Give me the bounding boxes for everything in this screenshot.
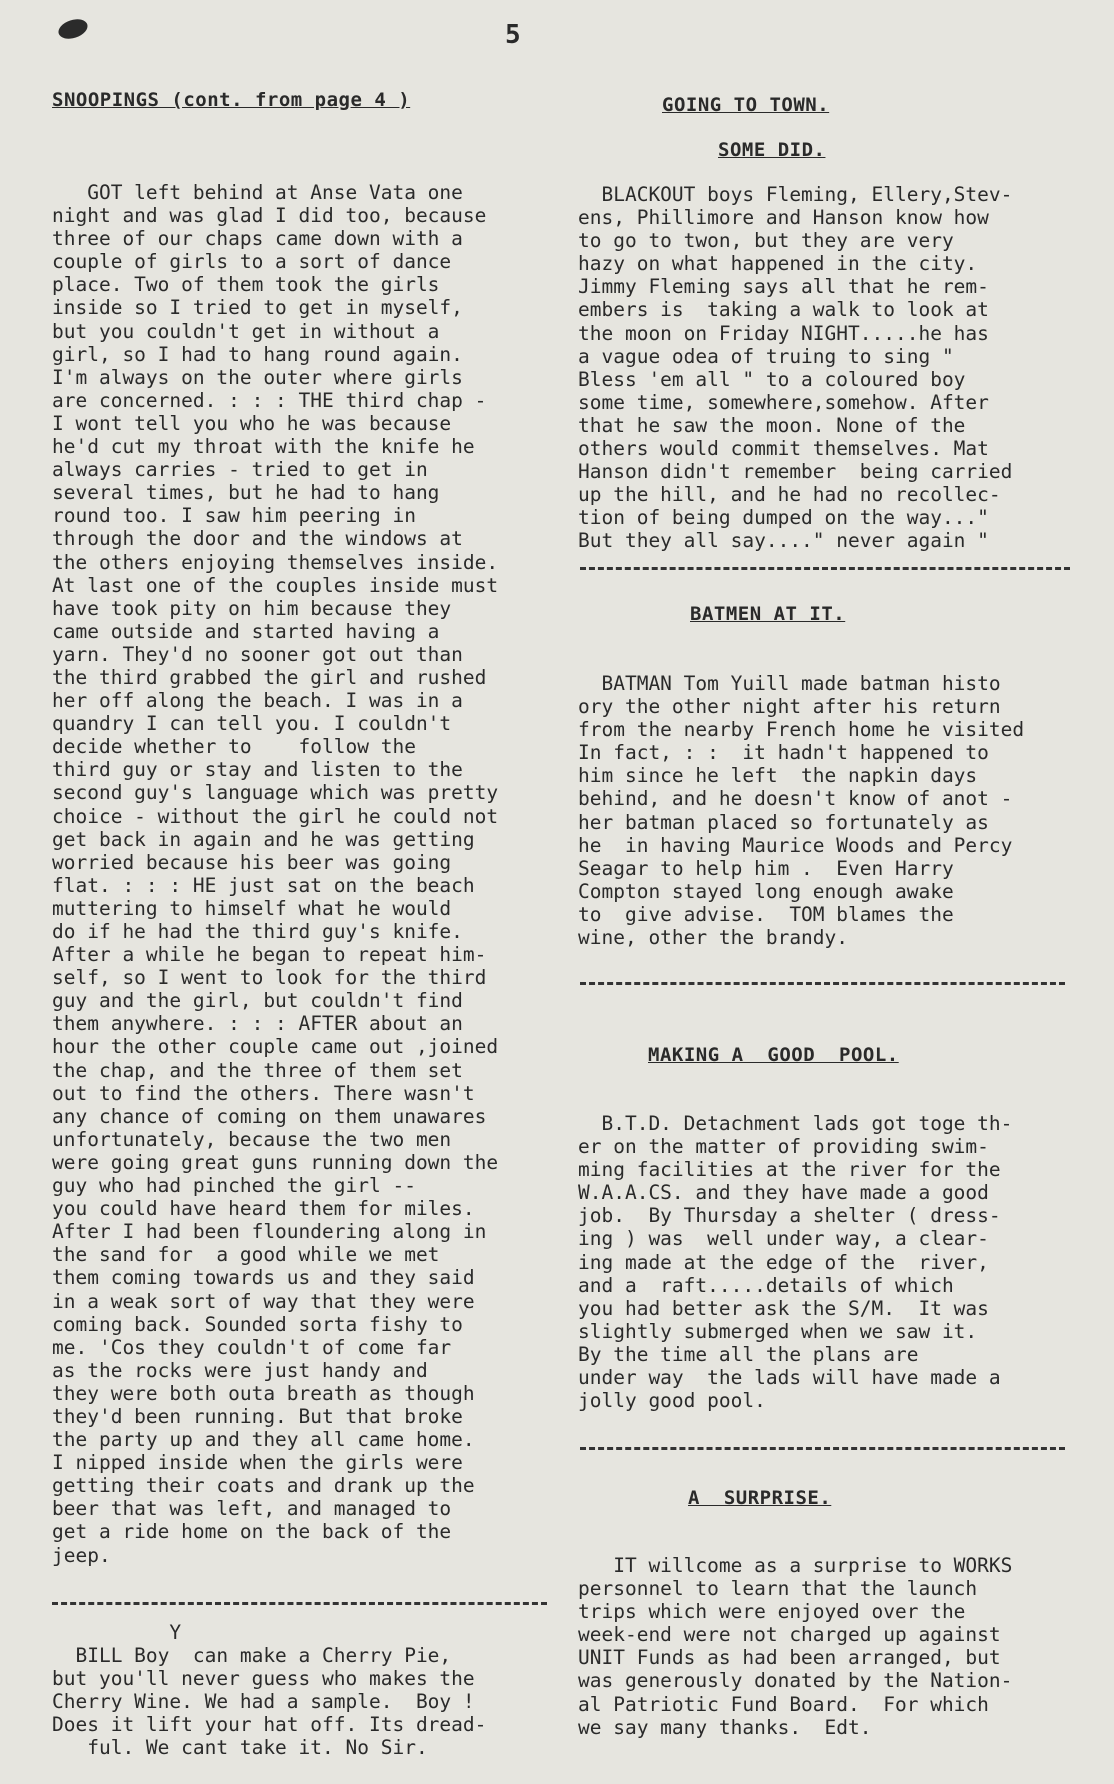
going-to-town-heading: GOING TO TOWN. (662, 94, 830, 116)
text-line: have took pity on him because they (52, 596, 452, 620)
text-line: tion of being dumped on the way..." (578, 506, 989, 530)
text-line: second guy's language which was pretty (52, 781, 499, 805)
batmen-heading: BATMEN AT IT. (690, 603, 846, 625)
text-line: get a ride home on the back of the (52, 1520, 452, 1544)
text-line: a vague odea of truing to sing " (578, 344, 954, 368)
text-line: Jimmy Fleming says all that he rem- (578, 275, 989, 299)
snoopings-story (52, 181, 572, 1567)
text-line: were going great guns running down the (52, 1150, 499, 1174)
text-line: he in having Maurice Woods and Percy (578, 833, 1013, 857)
text-line: but you couldn't get in without a (52, 319, 440, 343)
text-line: ory the other night after his return (578, 695, 1001, 719)
snoopings-heading: SNOOPINGS (cont. from page 4 ) (52, 89, 411, 111)
text-line: er on the matter of providing swim- (578, 1135, 989, 1159)
text-line: ming facilities at the river for the (578, 1158, 1001, 1182)
text-line: Compton stayed long enough awake (578, 879, 954, 903)
text-line: the others enjoying themselves inside. (52, 550, 499, 574)
text-line: BATMAN Tom Yuill made batman histo (578, 672, 1001, 695)
text-line: him since he left the napkin days (578, 764, 978, 788)
pool-lines (578, 1112, 1098, 1412)
text-line: job. By Thursday a shelter ( dress- (578, 1204, 1001, 1228)
text-line: After I had been floundering along in (52, 1220, 487, 1244)
text-line: coming back. Sounded sorta fishy to (52, 1312, 463, 1336)
text-line: worried because his beer was going (52, 850, 452, 874)
text-line: W.A.A.CS. and they have made a good (578, 1181, 989, 1205)
text-line: always carries - tried to get in (52, 458, 428, 482)
pool-separator (580, 1447, 1065, 1450)
text-line: under way the lads will have made a (578, 1366, 1001, 1390)
text-line: several times, but he had to hang (52, 481, 440, 505)
text-line: they were both outa breath as though (52, 1381, 475, 1405)
some-did-subheading: SOME DID. (718, 139, 826, 161)
text-line: GOT left behind at Anse Vata one (52, 181, 463, 204)
text-line: through the door and the windows at (52, 527, 463, 551)
text-line: al Patriotic Fund Board. For which (578, 1692, 989, 1716)
text-line: flat. : : : HE just sat on the beach (52, 873, 475, 897)
ink-blot-mark (56, 16, 90, 42)
text-line: them coming towards us and they said (52, 1266, 475, 1290)
text-line: you had better ask the S/M. It was (578, 1296, 989, 1320)
text-line: trips which were enjoyed over the (578, 1600, 966, 1624)
text-line: I wont tell you who he was because (52, 411, 452, 435)
left-separator (52, 1602, 547, 1605)
text-line: couple of girls to a sort of dance (52, 250, 452, 274)
text-line: the chap, and the three of them set (52, 1058, 463, 1082)
text-line: B.T.D. Detachment lads got toge th- (578, 1112, 1013, 1135)
text-line: three of our chaps came down with a (52, 227, 463, 251)
text-line: are concerned. : : : THE third chap - (52, 388, 487, 412)
text-line: jolly good pool. (578, 1389, 766, 1413)
text-line: guy who had pinched the girl -- (52, 1174, 416, 1198)
text-line: the sand for a good while we met (52, 1243, 440, 1267)
text-line: choice - without the girl he could not (52, 804, 499, 828)
text-line: some time, somewhere,somehow. After (578, 390, 989, 414)
text-line: At last one of the couples inside must (52, 573, 499, 597)
text-line: in a weak sort of way that they were (52, 1289, 475, 1313)
text-line: UNIT Funds as had been arranged, but (578, 1646, 1001, 1670)
text-line: others would commit themselves. Mat (578, 437, 989, 461)
surprise-lines (578, 1554, 1098, 1739)
text-line: girl, so I had to hang round again. (52, 342, 463, 366)
text-line: personnel to learn that the launch (578, 1577, 978, 1601)
text-line: I nipped inside when the girls were (52, 1451, 463, 1475)
town-lines (578, 183, 1098, 553)
text-line: but you'll never guess who makes the (52, 1667, 475, 1691)
text-line: ing made at the edge of the river, (578, 1250, 989, 1274)
text-line: wine, other the brandy. (578, 926, 849, 950)
text-line: her batman placed so fortunately as (578, 810, 989, 834)
surprise-heading: A SURPRISE. (688, 1487, 832, 1509)
text-line: ful. We cant take it. No Sir. (52, 1736, 428, 1760)
text-line: came outside and started having a (52, 619, 440, 643)
pool-heading: MAKING A GOOD POOL. (648, 1044, 899, 1066)
text-line: to give advise. TOM blames the (578, 902, 954, 926)
batmen-story (578, 672, 1098, 949)
text-line: But they all say...." never again " (578, 529, 989, 553)
text-line: you could have heard them for miles. (52, 1197, 475, 1221)
text-line: up the hill, and he had no recollec- (578, 483, 1001, 507)
batmen-lines (578, 672, 1098, 949)
text-line: IT willcome as a surprise to WORKS (578, 1554, 1013, 1577)
text-line: was generously donated by the Nation- (578, 1669, 1013, 1693)
text-line: ens, Phillimore and Hanson know how (578, 206, 989, 230)
text-line: BILL Boy can make a Cherry Pie, (52, 1644, 452, 1668)
story-lines (52, 181, 572, 1567)
text-line: Y (52, 1621, 182, 1644)
text-line: that he saw the moon. None of the (578, 413, 966, 437)
text-line: embers is taking a walk to look at (578, 298, 989, 322)
text-line: out to find the others. There wasn't (52, 1081, 475, 1105)
text-line: hazy on what happened in the city. (578, 252, 978, 276)
text-line: they'd been running. But that broke (52, 1404, 463, 1428)
text-line: slightly submerged when we saw it. (578, 1319, 978, 1343)
text-line: the moon on Friday NIGHT.....he has (578, 321, 989, 345)
text-line: me. 'Cos they couldn't of come far (52, 1335, 452, 1359)
text-line: from the nearby French home he visited (578, 718, 1025, 742)
text-line: decide whether to follow the (52, 735, 416, 759)
text-line: After a while he began to repeat him- (52, 943, 487, 967)
text-line: the party up and they all came home. (52, 1428, 475, 1452)
text-line: and a raft.....details of which (578, 1273, 954, 1297)
text-line: do if he had the third guy's knife. (52, 920, 463, 943)
pool-story (578, 1112, 1098, 1412)
text-line: he'd cut my throat with the knife he (52, 435, 475, 459)
page-number: 5 (505, 20, 523, 50)
text-line: round too. I saw him peering in (52, 504, 416, 528)
surprise-story (578, 1554, 1098, 1739)
bill-boy-item (52, 1621, 572, 1760)
text-line: BLACKOUT boys Fleming, Ellery,Stev- (578, 183, 1013, 206)
text-line: self, so I went to look for the third (52, 966, 487, 990)
text-line: behind, and he doesn't know of anot - (578, 787, 1013, 811)
text-line: In fact, : : it hadn't happened to (578, 741, 989, 765)
text-line: get back in again and he was getting (52, 827, 475, 851)
text-line: as the rocks were just handy and (52, 1358, 428, 1382)
text-line: ing ) was well under way, a clear- (578, 1227, 989, 1251)
bill-lines (52, 1621, 572, 1760)
text-line: Does it lift your hat off. Its dread- (52, 1713, 487, 1737)
town-separator (580, 567, 1070, 570)
text-line: Hanson didn't remember being carried (578, 460, 1013, 484)
text-line: them anywhere. : : : AFTER about an (52, 1012, 463, 1036)
text-line: Seagar to help him . Even Harry (578, 856, 954, 880)
text-line: beer that was left, and managed to (52, 1497, 452, 1521)
text-line: third guy or stay and listen to the (52, 758, 463, 782)
text-line: we say many thanks. Edt. (578, 1715, 872, 1739)
text-line: week-end were not charged up against (578, 1623, 1001, 1647)
text-line: to go to twon, but they are very (578, 229, 954, 253)
text-line: the third grabbed the girl and rushed (52, 665, 487, 689)
text-line: muttering to himself what he would (52, 896, 452, 920)
batmen-separator (580, 982, 1065, 985)
text-line: Cherry Wine. We had a sample. Boy ! (52, 1690, 475, 1714)
text-line: guy and the girl, but couldn't find (52, 989, 463, 1013)
text-line: unfortunately, because the two men (52, 1127, 452, 1151)
going-to-town-story (578, 183, 1098, 553)
text-line: quandry I can tell you. I couldn't (52, 712, 452, 736)
text-line: jeep. (52, 1543, 111, 1567)
text-line: I'm always on the outer where girls (52, 365, 463, 389)
text-line: By the time all the plans are (578, 1342, 919, 1366)
text-line: inside so I tried to get in myself, (52, 296, 463, 320)
text-line: hour the other couple came out ,joined (52, 1035, 499, 1059)
text-line: any chance of coming on them unawares (52, 1104, 487, 1128)
text-line: place. Two of them took the girls (52, 273, 440, 297)
text-line: Bless 'em all " to a coloured boy (578, 367, 966, 391)
text-line: yarn. They'd no sooner got out than (52, 642, 463, 666)
text-line: night and was glad I did too, because (52, 204, 487, 228)
text-line: getting their coats and drank up the (52, 1474, 475, 1498)
text-line: her off along the beach. I was in a (52, 689, 463, 713)
